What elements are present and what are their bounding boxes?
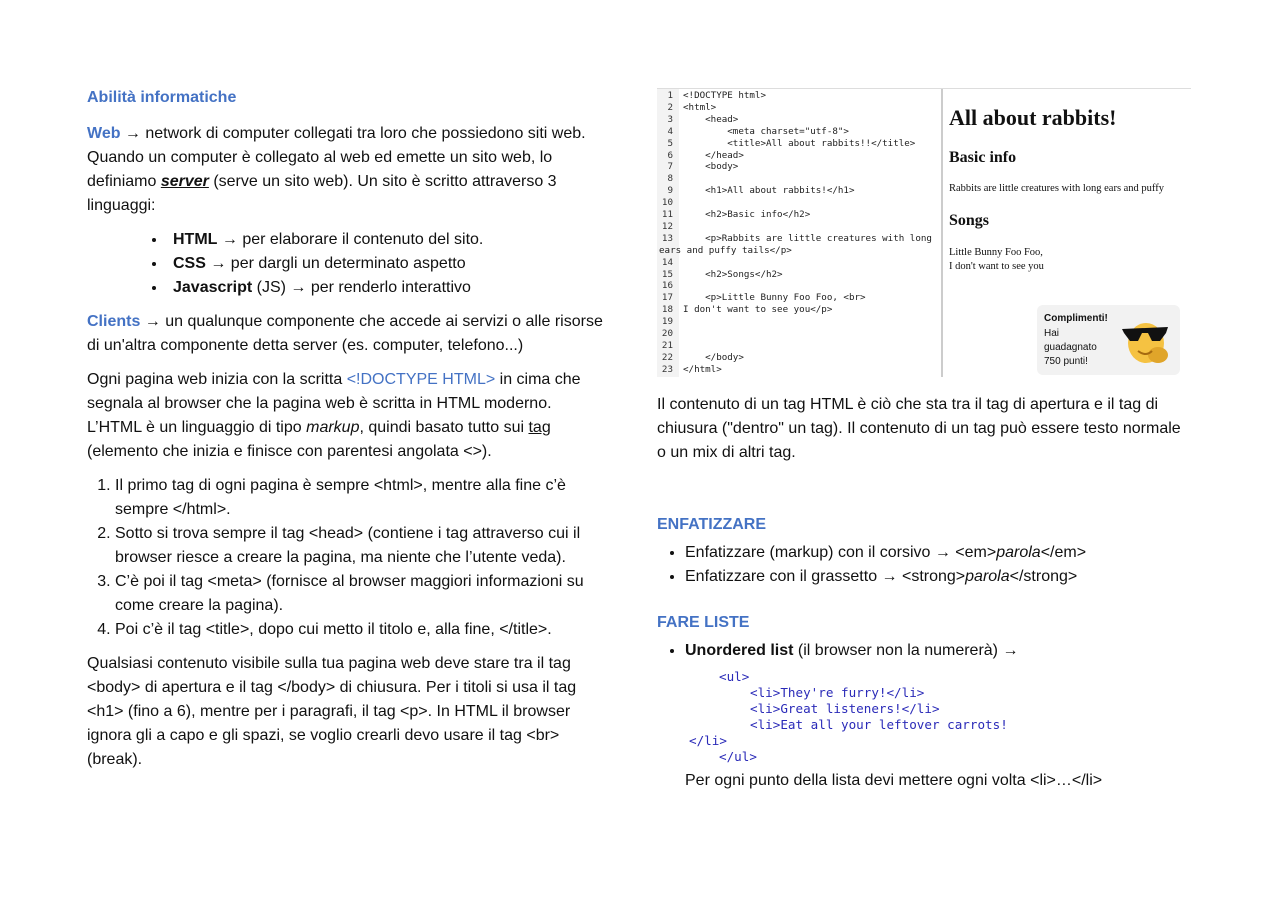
content-paragraph: Il contenuto di un tag HTML è ciò che sta tra il tag di apertura e il tag di chiusura ("dentro" un tag). Il contenuto di un tag può essere testo normale o un mix di altri tag.: [657, 396, 1181, 461]
code-line: [657, 328, 941, 340]
line-code: </body>: [683, 351, 744, 363]
preview-h1: All about rabbits!: [949, 105, 1117, 130]
ul-note: Per ogni punto della lista devi mettere ogni volta <li>…</li>: [685, 772, 1103, 789]
line-code: <title>All about rabbits!!</title>: [683, 137, 916, 149]
code-line: [657, 138, 941, 150]
languages-list: [87, 228, 607, 300]
language-name: HTML: [173, 231, 218, 248]
emph-text: Enfatizzare (markup) con il corsivo → <em>: [685, 544, 997, 561]
code-line: [657, 102, 941, 114]
line-code: <p>Rabbits are little creatures with long: [683, 232, 932, 244]
code-line: [657, 352, 941, 364]
line-number: 23: [661, 363, 673, 375]
code-line: [657, 126, 941, 138]
code-line: [657, 257, 941, 269]
line-number: 13: [661, 232, 673, 244]
body-paragraph: Qualsiasi contenuto visibile sulla tua pagina web deve stare tra il tag <body> di apertura e il tag </body> di chiusura. Per i titoli si usa il tag <h1> (fino a 6), mentre per i paragrafi, il tag <p>. In HTML il browser ignora gli a capo e gli spazi, se voglio crearli devo usare il tag <br> (break).: [87, 655, 577, 768]
line-number: 15: [661, 268, 673, 280]
doctype-text: Ogni pagina web inizia con la scritta: [87, 371, 347, 388]
list-item: [167, 252, 607, 276]
section-title: Abilità informatiche: [87, 89, 237, 106]
line-number: 21: [661, 339, 673, 351]
toast-title: Complimenti!: [1044, 313, 1108, 324]
line-number: 16: [661, 280, 673, 292]
line-number: 11: [661, 209, 673, 220]
ul-label: Unordered list: [685, 642, 794, 659]
code-line: [657, 114, 941, 126]
code-line: [657, 316, 941, 328]
language-desc: → per dargli un determinato aspetto: [205, 255, 466, 272]
code-editor-screenshot: [657, 88, 1191, 377]
code-line: [657, 340, 941, 352]
line-number: 19: [661, 316, 673, 328]
web-text-2: (serve un sito web). Un sito è scritto attraverso 3 linguaggi:: [87, 173, 557, 214]
line-code: <h1>All about rabbits!</h1>: [683, 185, 855, 197]
song-line-1: Little Bunny Foo Foo,: [949, 247, 1043, 258]
line-number: 4: [667, 125, 673, 137]
line-number: 1: [667, 90, 673, 101]
list-item: 1. Il primo tag di ogni pagina è sempre <html>, mentre alla fine c’è sempre </html>.: [115, 474, 607, 522]
code-line: [657, 269, 941, 281]
ul-desc: (il browser non la numererà) →: [793, 642, 1019, 659]
line-code: </head>: [683, 149, 744, 161]
lists-list: [657, 639, 1191, 793]
web-text: → network di computer collegati tra loro che possiedono siti web. Quando un computer è collegato al web ed emette un sito web, lo definiamo: [87, 125, 586, 190]
preview-song: [949, 246, 1044, 274]
line-number: 14: [661, 256, 673, 268]
doctype-text-3: , quindi basato tutto sui: [359, 419, 529, 436]
doctype-text-4: (elemento che inizia e finisce con parentesi angolata <>).: [87, 443, 492, 460]
toast-body: Hai guadagnato 750 punti!: [1044, 328, 1097, 367]
doctype-paragraph: [87, 368, 607, 464]
line-number: 18: [661, 304, 673, 316]
doctype-code: <!DOCTYPE HTML>: [346, 371, 496, 388]
cool-mascot-icon: [1118, 311, 1170, 367]
preview-h2-songs: Songs: [949, 212, 990, 229]
preview-h2-basic: Basic info: [949, 149, 1017, 166]
line-number: 10: [661, 197, 673, 209]
line-code: <body>: [683, 161, 739, 173]
markup-term: markup: [306, 419, 360, 436]
line-number: 8: [667, 173, 673, 185]
emph-word: parola: [965, 568, 1010, 585]
line-number: 2: [667, 101, 673, 113]
snippet-line: </li>: [689, 733, 727, 748]
preview-paragraph: Rabbits are little creatures with long ears and puffy: [949, 183, 1164, 194]
code-editor: [657, 89, 943, 377]
emph-close: </em>: [1040, 544, 1087, 561]
clients-text: → un qualunque componente che accede ai servizi o alle risorse di un'altra componente detta server (es. computer, telefono...): [87, 313, 603, 354]
snippet-line: <li>Great listeners!</li>: [750, 701, 940, 716]
code-line: [657, 233, 941, 245]
lists-title: FARE LISTE: [657, 614, 750, 631]
clients-paragraph: [87, 310, 607, 358]
line-number: 7: [667, 161, 673, 173]
language-desc: → per elaborare il contenuto del sito.: [217, 231, 484, 248]
song-line-2: I don't want to see you: [949, 261, 1044, 272]
code-line: [657, 150, 941, 162]
points-toast: [1037, 305, 1180, 375]
language-name: Javascript: [173, 279, 253, 296]
emph-close: </strong>: [1009, 568, 1078, 585]
line-code: <h2>Basic info</h2>: [683, 209, 811, 220]
code-line: [657, 292, 941, 304]
emphasis-list: [657, 541, 1191, 589]
snippet-line: <ul>: [719, 669, 750, 684]
code-line: [657, 90, 941, 102]
right-column: [657, 88, 1191, 807]
list-item: 4. Poi c’è il tag <title>, dopo cui metto il titolo e, alla fine, </title>.: [115, 618, 607, 642]
page-preview: [949, 89, 1191, 377]
list-item: [685, 541, 1191, 565]
line-code: <!DOCTYPE html>: [683, 90, 766, 101]
left-column: [87, 86, 607, 782]
doctype-text-2: in cima che segnala al browser che la pagina web è scritta in HTML moderno. L’HTML è un linguaggio di tipo: [87, 371, 581, 436]
line-number: 17: [661, 292, 673, 304]
line-code: I don't want to see you</p>: [683, 304, 833, 316]
code-line: [657, 185, 941, 197]
snippet-line: <li>They're furry!</li>: [750, 685, 925, 700]
code-line: [657, 173, 941, 185]
code-line: [657, 221, 941, 233]
line-code: ears and puffy tails</p>: [659, 244, 792, 256]
line-code: </html>: [683, 363, 722, 375]
emphasis-title: ENFATIZZARE: [657, 516, 767, 533]
line-code: <meta charset="utf-8">: [683, 125, 849, 137]
snippet-line: <li>Eat all your leftover carrots!: [750, 717, 1008, 732]
language-name: CSS: [173, 255, 206, 272]
tag-term: tag: [528, 419, 551, 436]
list-item: [685, 639, 1191, 793]
line-code: <p>Little Bunny Foo Foo, <br>: [683, 292, 866, 304]
line-number: 22: [661, 351, 673, 363]
emph-text: Enfatizzare con il grassetto → <strong>: [685, 568, 966, 585]
code-line: [657, 364, 941, 376]
code-line: [657, 280, 941, 292]
list-item: [167, 276, 607, 300]
emph-word: parola: [996, 544, 1041, 561]
server-term: server: [160, 173, 209, 190]
language-desc: (JS) → per renderlo interattivo: [252, 279, 471, 296]
snippet-line: </ul>: [719, 749, 757, 764]
line-code: <h2>Songs</h2>: [683, 268, 783, 280]
web-paragraph: [87, 122, 607, 218]
line-number: 6: [667, 149, 673, 161]
ul-code-snippet: [685, 669, 1191, 765]
code-line: [657, 304, 941, 316]
steps-list: [87, 474, 607, 642]
code-line: [657, 209, 941, 221]
code-line: [657, 161, 941, 173]
line-code: <html>: [683, 101, 717, 113]
list-item: 2. Sotto si trova sempre il tag <head> (contiene i tag attraverso cui il browser riesce a creare la pagina, ma niente che l’utente veda).: [115, 522, 607, 570]
line-number: 20: [661, 328, 673, 339]
clients-term: Clients: [87, 313, 141, 330]
code-line: [657, 197, 941, 209]
list-item: [685, 565, 1191, 589]
line-number: 5: [667, 137, 673, 149]
list-item: 3. C’è poi il tag <meta> (fornisce al browser maggiori informazioni su come creare la pagina).: [115, 570, 607, 618]
list-item: [167, 228, 607, 252]
code-line: [657, 245, 941, 257]
line-number: 3: [667, 113, 673, 125]
line-code: <head>: [683, 113, 739, 125]
line-number: 9: [667, 185, 673, 197]
web-term: Web: [87, 125, 121, 142]
line-number: 12: [661, 220, 673, 232]
